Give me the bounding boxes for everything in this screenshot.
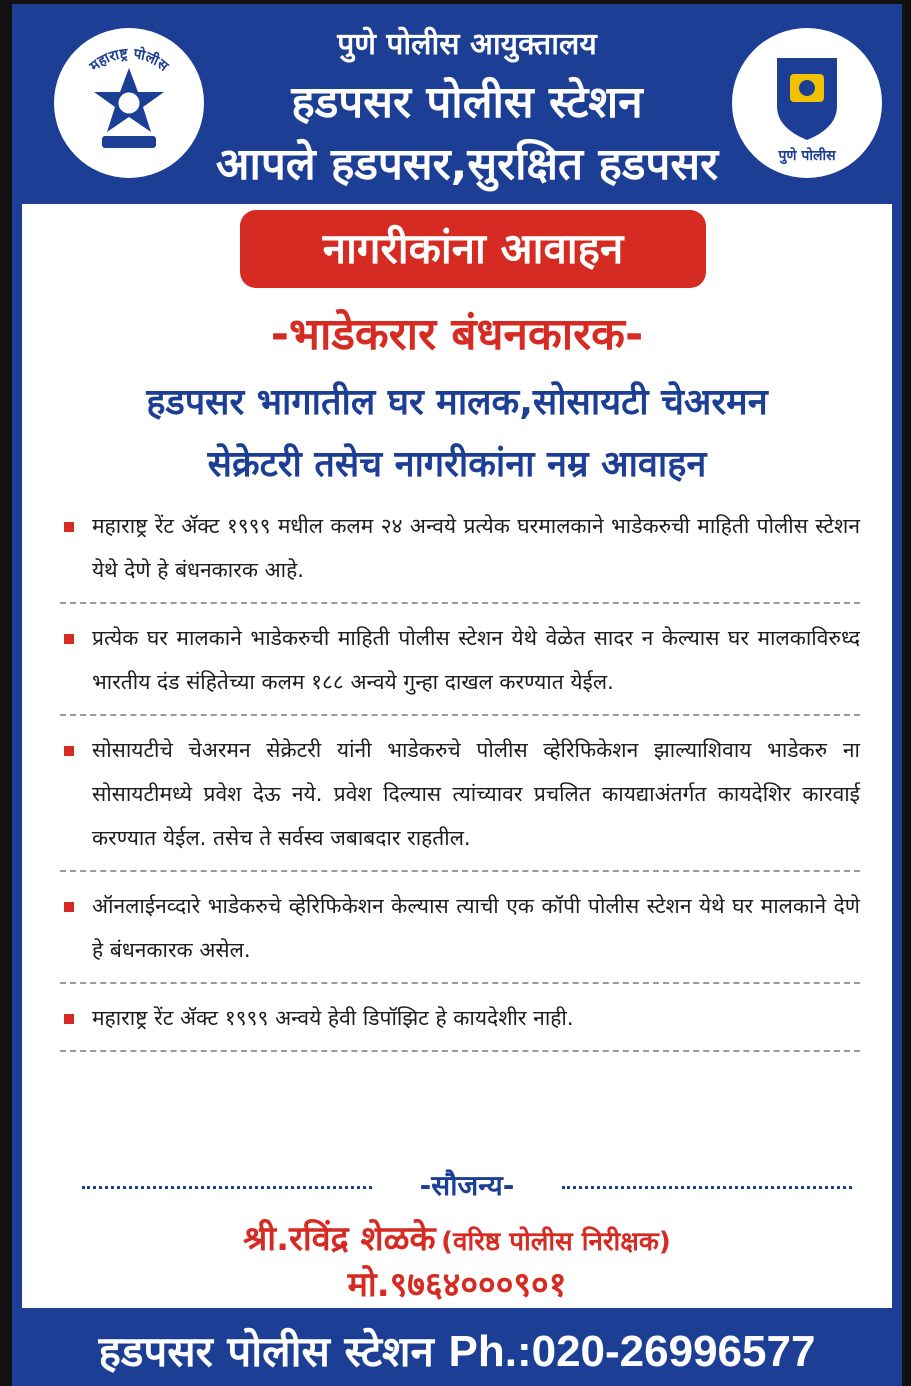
police-star-icon — [54, 28, 204, 178]
bullet-icon — [64, 902, 74, 912]
rent-agreement-heading: -भाडेकरार बंधनकारक- — [270, 309, 644, 360]
bullet-icon — [64, 522, 74, 532]
notice-body — [22, 204, 892, 1308]
svg-text:पुणे पोलीस: पुणे पोलीस — [778, 148, 836, 164]
commissionerate-title: पुणे पोलीस आयुक्तालय — [337, 27, 597, 62]
footer — [12, 1318, 902, 1386]
shield-icon — [732, 28, 882, 178]
notice-point — [60, 504, 860, 604]
notice-point — [60, 884, 860, 984]
officer-rank: (वरिष्ठ पोलीस निरीक्षक) — [441, 1227, 671, 1257]
footer-station: हडपसर पोलीस स्टेशन — [98, 1327, 434, 1376]
appeal-line-1: हडपसर भागातील घर मालक,सोसायटी चेअरमन — [146, 382, 768, 423]
appeal-line-2: सेक्रेटरी तसेच नागरीकांना नम्र आवाहन — [207, 444, 707, 485]
notice-points — [60, 504, 860, 1064]
notice-poster — [12, 4, 902, 1386]
notice-point — [60, 996, 860, 1052]
officer-mobile: मो.९७६४०००९०१ — [347, 1265, 567, 1305]
officer-line — [22, 1214, 892, 1260]
divider — [562, 1186, 852, 1189]
notice-point — [60, 728, 860, 872]
station-slogan: आपले हडपसर,सुरक्षित हडपसर — [215, 139, 719, 190]
divider — [82, 1186, 372, 1189]
notice-point-text: महाराष्ट्र रेंट ॲक्ट १९९९ मधील कलम २४ अन्वये प्रत्येक घरमालकाने भाडेकरुची माहिती पोलीस स्टेशन येथे देणे हे बंधनकारक आहे. — [92, 514, 860, 582]
pune-police-logo — [732, 28, 882, 178]
footer-phone: Ph.:020-26996577 — [448, 1327, 816, 1376]
notice-point — [60, 616, 860, 716]
station-title: हडपसर पोलीस स्टेशन — [291, 77, 643, 128]
bullet-icon — [64, 634, 74, 644]
courtesy-row — [82, 1166, 852, 1206]
notice-point-text: महाराष्ट्र रेंट ॲक्ट १९९९ अन्वये हेवी डिपॉझिट हे कायदेशीर नाही. — [92, 1006, 574, 1030]
notice-point-text: प्रत्येक घर मालकाने भाडेकरुची माहिती पोलीस स्टेशन येथे वेळेत सादर न केल्यास घर मालकाविरुध्द भारतीय दंड संहितेच्या कलम १८८ अन्वये गुन्हा दाखल करण्यात येईल. — [92, 626, 860, 694]
svg-text:महाराष्ट्र पोलीस: महाराष्ट्र पोलीस — [86, 45, 172, 75]
maharashtra-police-logo — [54, 28, 204, 178]
appeal-banner: नागरीकांना आवाहन — [240, 210, 706, 288]
header — [12, 4, 902, 204]
notice-point-text: ऑनलाईनव्दारे भाडेकरुचे व्हेरिफिकेशन केल्यास त्याची एक कॉपी पोलीस स्टेशन येथे घर मालकाने देणे हे बंधनकारक असेल. — [92, 894, 860, 962]
notice-point-text: सोसायटीचे चेअरमन सेक्रेटरी यांनी भाडेकरुचे पोलीस व्हेरिफिकेशन झाल्याशिवाय भाडेकरु ना सोसायटीमध्ये प्रवेश देऊ नये. प्रवेश दिल्यास त्यांच्यावर प्रचलित कायद्याअंतर्गत कायदेशिर कारवाई करण्यात येईल. तसेच ते सर्वस्व जबाबदार राहतील. — [92, 738, 860, 850]
officer-name: श्री.रविंद्र शेळके — [243, 1219, 436, 1259]
courtesy-label: -सौजन्य- — [419, 1169, 515, 1202]
bullet-icon — [64, 1014, 74, 1024]
bullet-icon — [64, 746, 74, 756]
